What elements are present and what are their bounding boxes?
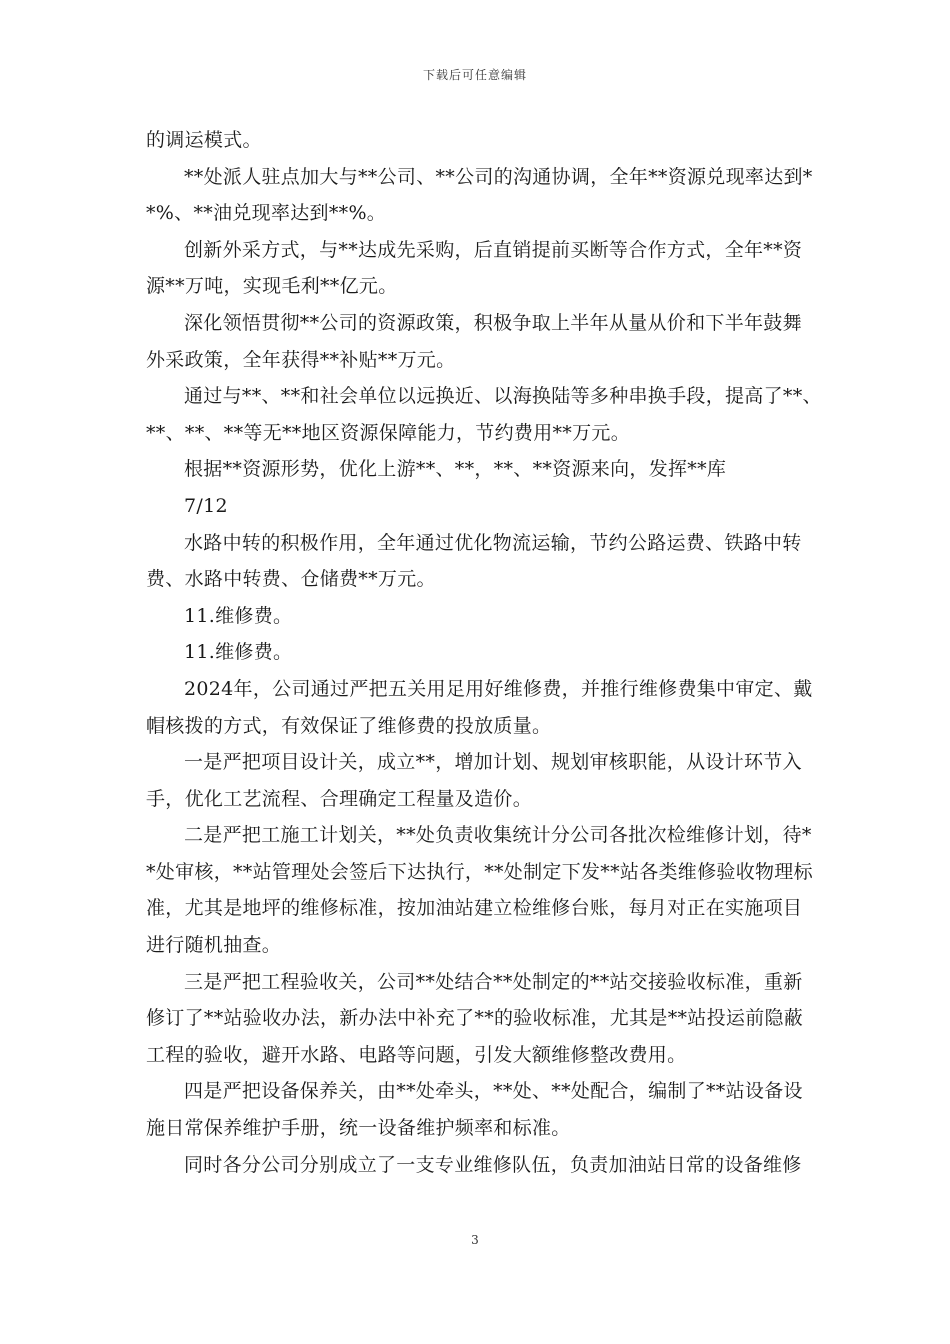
text-line: 创新外采方式，与**达成先采购，后直销提前买断等合作方式，全年**资 (184, 238, 803, 261)
text-line: 7/12 (184, 494, 228, 517)
text-line: 四是严把设备保养关，由**处牵头，**处、**处配合，编制了**站设备设 (184, 1080, 803, 1103)
text-line: 深化领悟贯彻**公司的资源政策，积极争取上半年从量从价和下半年鼓舞 (184, 311, 802, 334)
text-line: 的调运模式。 (146, 129, 262, 151)
text-line: 准，尤其是地坪的维修标准，按加油站建立检维修台账，每月对正在实施项目 (146, 897, 803, 920)
text-line: **、**、**等无**地区资源保障能力，节约费用**万元。 (146, 421, 631, 444)
text-line: 手，优化工艺流程、合理确定工程量及造价。 (146, 787, 533, 810)
text-line: 11.维修费。 (184, 604, 293, 627)
text-line: 源**万吨，实现毛利**亿元。 (146, 275, 398, 298)
text-line: 2024年，公司通过严把五关用足用好维修费，并推行维修费集中审定、戴 (184, 677, 813, 700)
text-line: 二是严把工施工计划关，**处负责收集统计分公司各批次检维修计划，待* (184, 824, 812, 847)
text-line: 水路中转的积极作用，全年通过优化物流运输，节约公路运费、铁路中转 (184, 531, 802, 554)
text-line: 修订了**站验收办法，新办法中补充了**的验收标准，尤其是**站投运前隐蔽 (146, 1007, 804, 1030)
text-line: *%、**油兑现率达到**%。 (146, 202, 387, 225)
text-line: 同时各分公司分别成立了一支专业维修队伍，负责加油站日常的设备维修 (184, 1153, 802, 1176)
text-line: 施日常保养维护手册，统一设备维护频率和标准。 (146, 1117, 571, 1140)
page-header: 下载后可任意编辑 (422, 68, 527, 82)
text-line: 外采政策，全年获得**补贴**万元。 (146, 348, 456, 371)
text-line: 通过与**、**和社会单位以远换近、以海换陆等多种串换手段，提高了**、 (184, 385, 822, 408)
text-line: **处派人驻点加大与**公司、**公司的沟通协调，全年**资源兑现率达到* (184, 165, 813, 188)
text-line: 帽核拨的方式，有效保证了维修费的投放质量。 (146, 714, 552, 737)
text-line: 进行随机抽查。 (146, 934, 282, 957)
text-line: 工程的验收，避开水路、电路等问题，引发大额维修整改费用。 (146, 1043, 687, 1066)
document-body (146, 122, 822, 1183)
text-line: 费、水路中转费、仓储费**万元。 (146, 568, 436, 591)
text-line: 根据**资源形势，优化上游**、**，**、**资源来向，发挥**库 (184, 458, 727, 481)
text-line: 一是严把项目设计关，成立**，增加计划、规划审核职能，从设计环节入 (184, 751, 802, 774)
text-line: *处审核，**站管理处会签后下达执行，**处制定下发**站各类维修验收物理标 (146, 860, 813, 883)
text-line: 11.维修费。 (184, 641, 293, 664)
text-line: 三是严把工程验收关，公司**处结合**处制定的**站交接验收标准，重新 (184, 970, 803, 993)
page-number: 3 (471, 1233, 479, 1247)
